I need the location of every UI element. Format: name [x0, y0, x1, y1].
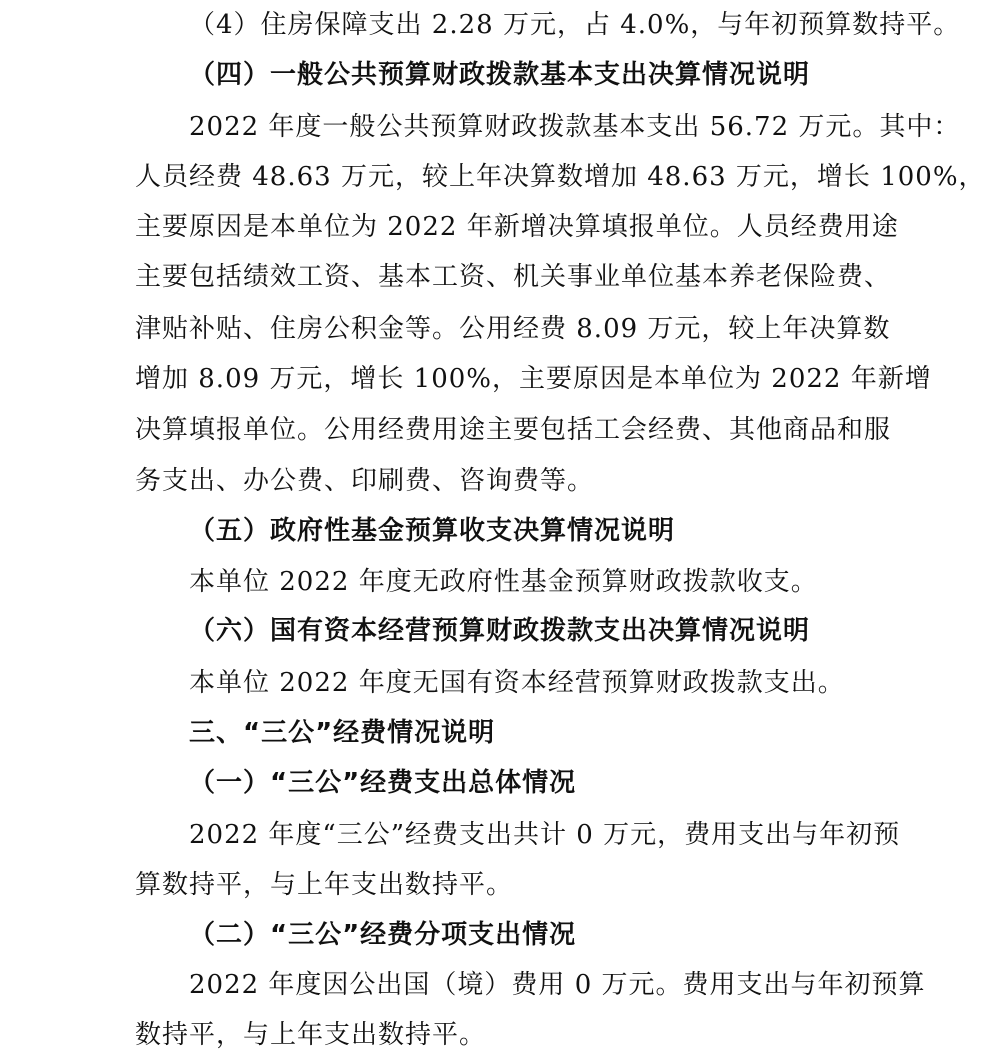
paragraph-line: 数持平，与上年支出数持平。 [135, 1020, 487, 1050]
paragraph-line: 津贴补贴、住房公积金等。公用经费 8.09 万元，较上年决算数 [135, 314, 891, 344]
section-heading-government-fund: （五）政府性基金预算收支决算情况说明 [189, 516, 676, 546]
paragraph-line: 2022 年度一般公共预算财政拨款基本支出 56.72 万元。其中： [189, 112, 961, 142]
paragraph-line: 本单位 2022 年度无国有资本经营预算财政拨款支出。 [189, 668, 845, 698]
section-heading-basic-expenditure: （四）一般公共预算财政拨款基本支出决算情况说明 [189, 60, 811, 90]
paragraph-line: 主要原因是本单位为 2022 年新增决算填报单位。人员经费用途 [135, 212, 899, 242]
section-heading-three-public-items: （二）“三公”经费分项支出情况 [189, 920, 577, 950]
paragraph-line: 本单位 2022 年度无政府性基金预算财政拨款收支。 [189, 567, 818, 597]
paragraph-line: 增加 8.09 万元，增长 100%，主要原因是本单位为 2022 年新增 [135, 364, 932, 394]
chapter-heading-three-public: 三、“三公”经费情况说明 [189, 718, 496, 748]
paragraph-line: 算数持平，与上年支出数持平。 [135, 870, 514, 900]
section-heading-state-capital: （六）国有资本经营预算财政拨款支出决算情况说明 [189, 616, 811, 646]
text-line-housing-expenditure: （4）住房保障支出 2.28 万元，占 4.0%，与年初预算数持平。 [189, 10, 961, 40]
paragraph-line: 2022 年度“三公”经费支出共计 0 万元，费用支出与年初预 [189, 820, 901, 850]
paragraph-line: 决算填报单位。公用经费用途主要包括工会经费、其他商品和服 [135, 415, 892, 445]
section-heading-three-public-overall: （一）“三公”经费支出总体情况 [189, 768, 577, 798]
paragraph-line: 人员经费 48.63 万元，较上年决算数增加 48.63 万元，增长 100%， [135, 162, 986, 192]
paragraph-line: 2022 年度因公出国（境）费用 0 万元。费用支出与年初预算 [189, 970, 926, 1000]
paragraph-line: 主要包括绩效工资、基本工资、机关事业单位基本养老保险费、 [135, 262, 892, 292]
paragraph-line: 务支出、办公费、印刷费、咨询费等。 [135, 466, 595, 496]
